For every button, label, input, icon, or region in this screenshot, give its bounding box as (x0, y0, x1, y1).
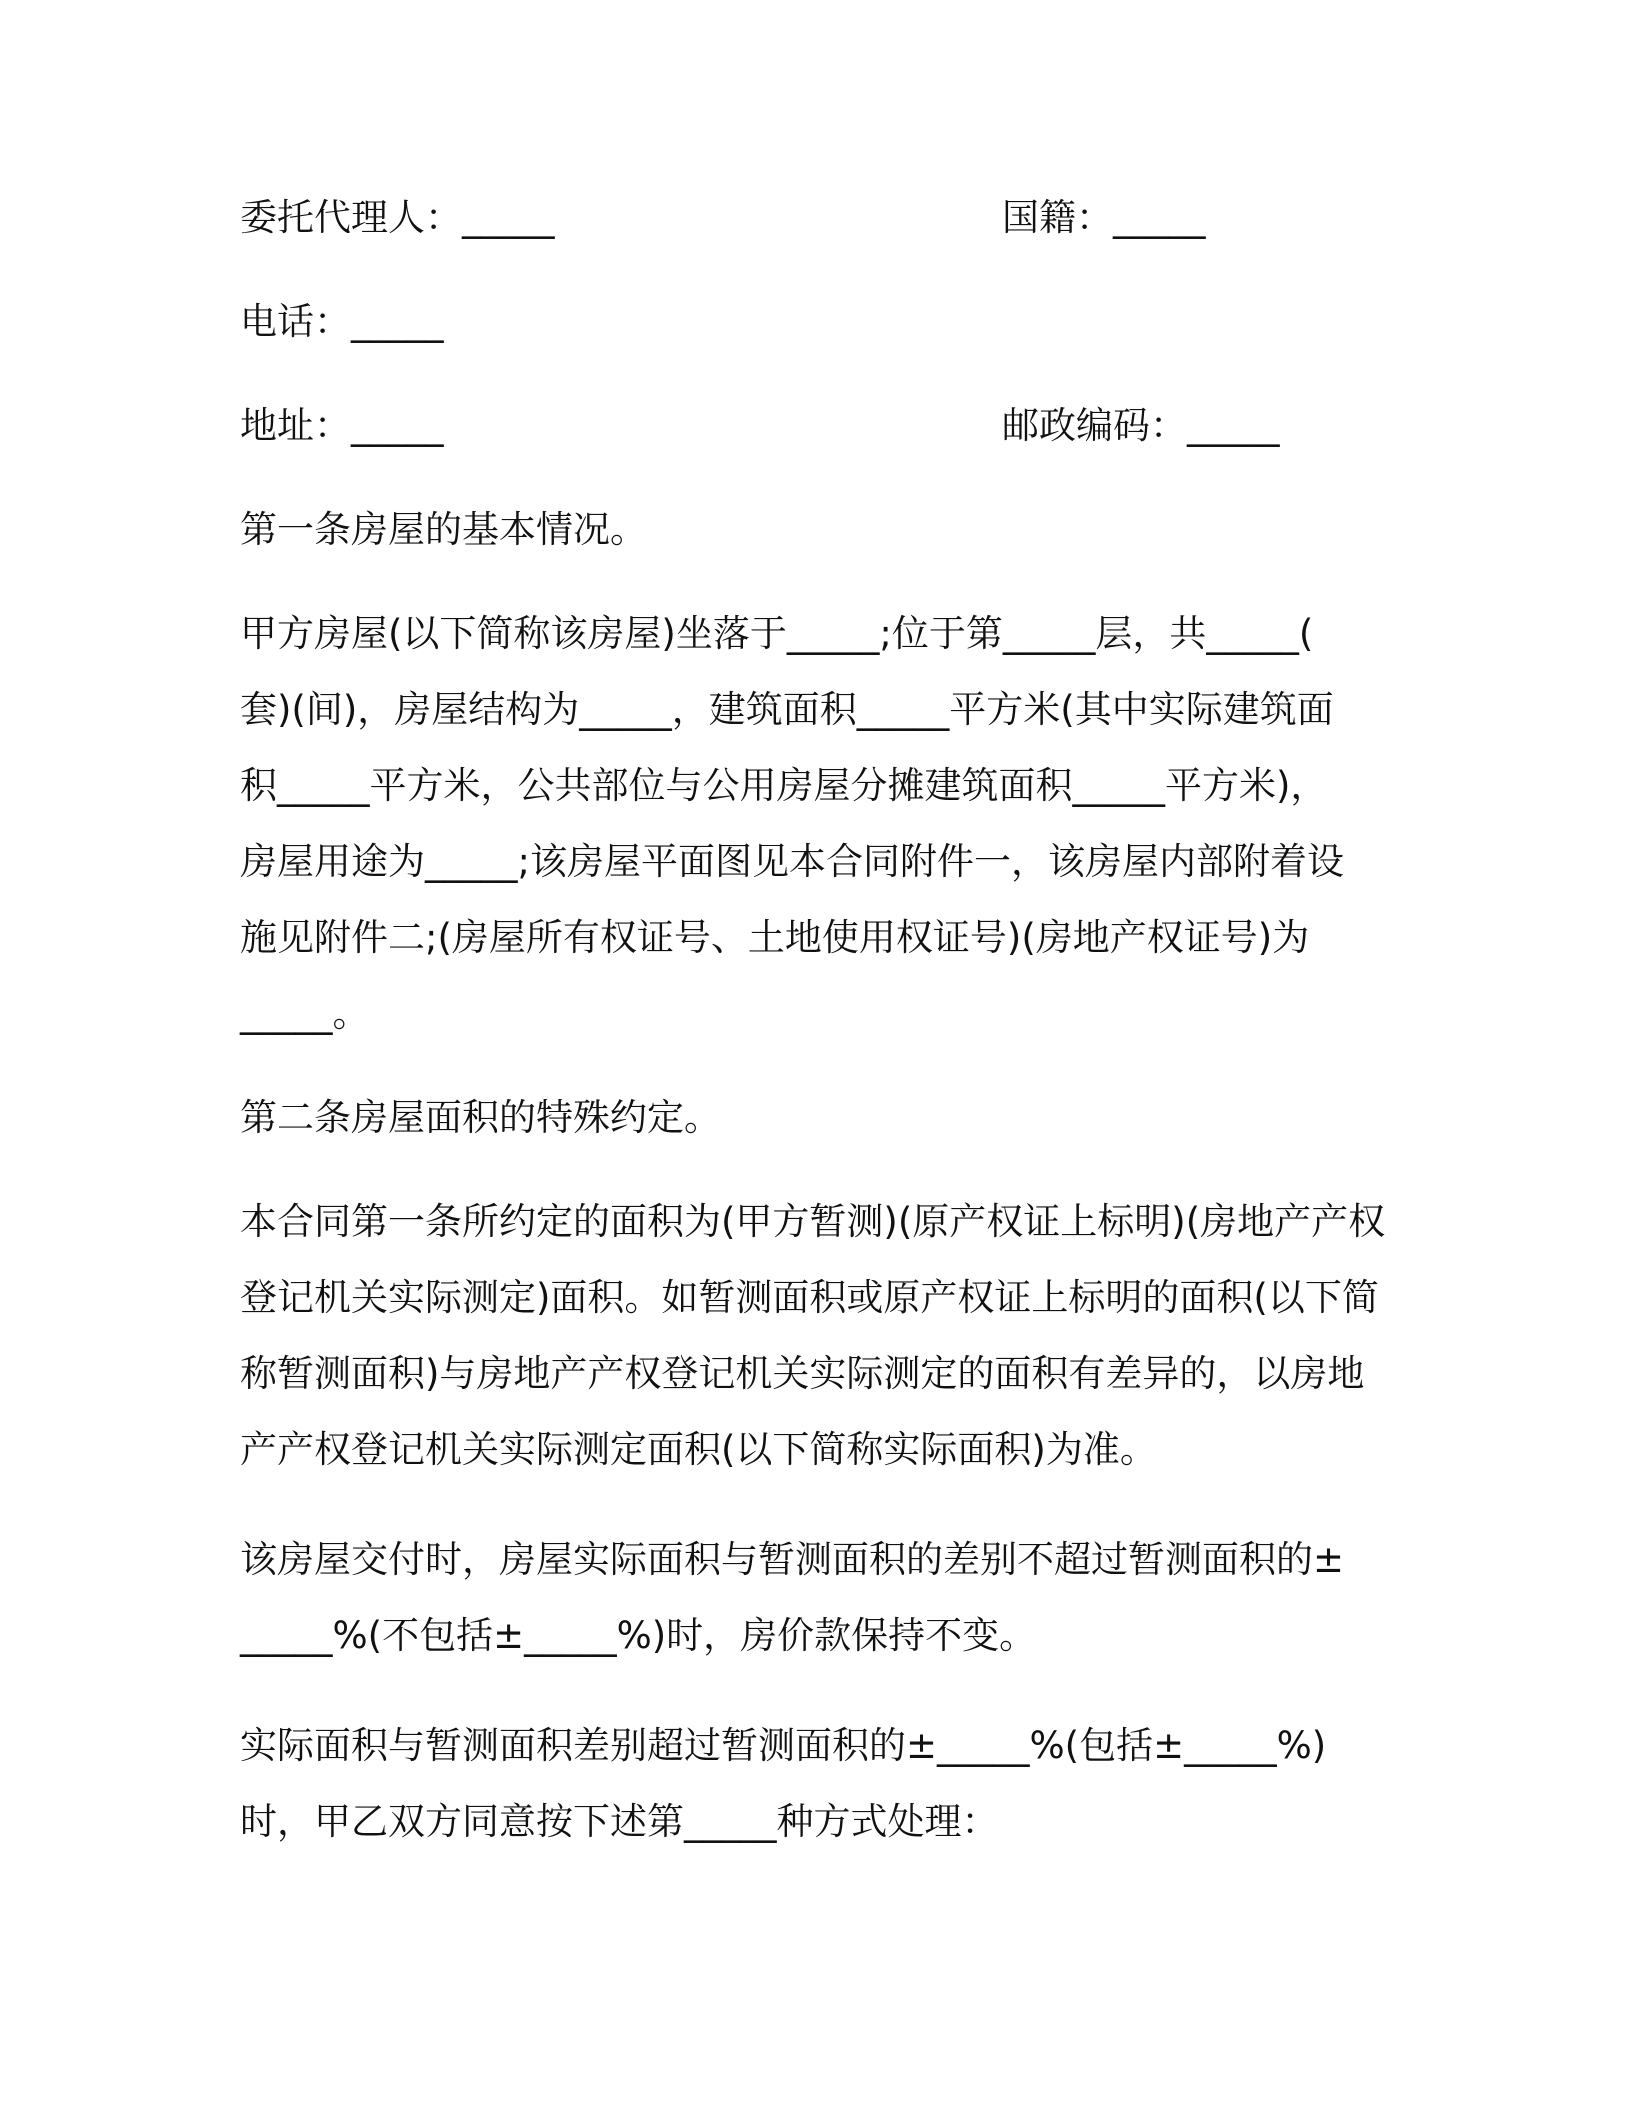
article1-line: _____。 (240, 992, 370, 1035)
article1-line: 房屋用途为_____;该房屋平面图见本合同附件一，该房屋内部附着设 (240, 840, 1344, 883)
article1-line: 积_____平方米，公共部位与公用房屋分摊建筑面积_____平方米)， (240, 764, 1328, 807)
article2-line: 时，甲乙双方同意按下述第_____种方式处理： (240, 1800, 999, 1843)
article2-line: 本合同第一条所约定的面积为(甲方暂测)(原产权证上标明)(房地产产权 (240, 1200, 1386, 1243)
article2-line: 实际面积与暂测面积差别超过暂测面积的±_____%(包括±_____%) (240, 1724, 1327, 1767)
article2-line: 产产权登记机关实际测定面积(以下简称实际面积)为准。 (240, 1428, 1157, 1471)
article1-heading: 第一条房屋的基本情况。 (240, 508, 647, 551)
phone-field: 电话：_____ (240, 300, 444, 343)
article2-line: 该房屋交付时，房屋实际面积与暂测面积的差别不超过暂测面积的± (240, 1538, 1345, 1581)
postal-code-field: 邮政编码：_____ (1002, 404, 1280, 447)
article2-line: 登记机关实际测定)面积。如暂测面积或原产权证上标明的面积(以下简 (240, 1276, 1379, 1319)
article2-paragraph-1 (240, 1184, 1400, 1488)
phone-row (240, 292, 1400, 352)
article2-paragraph-3 (240, 1708, 1400, 1860)
agent-row (240, 188, 1400, 248)
article2-line: _____%(不包括±_____%)时，房价款保持不变。 (240, 1614, 1037, 1657)
agent-field: 委托代理人：_____ (240, 196, 555, 239)
address-field: 地址：_____ (240, 404, 444, 447)
article1-paragraph (240, 596, 1400, 1052)
article1-line: 甲方房屋(以下简称该房屋)坐落于_____;位于第_____层，共_____( (240, 612, 1314, 655)
article1-line: 套)(间)，房屋结构为_____，建筑面积_____平方米(其中实际建筑面 (240, 688, 1334, 731)
article2-heading: 第二条房屋面积的特殊约定。 (240, 1096, 721, 1139)
article1-line: 施见附件二;(房屋所有权证号、土地使用权证号)(房地产权证号)为 (240, 916, 1310, 959)
article2-paragraph-2 (240, 1522, 1400, 1674)
address-row (240, 396, 1400, 456)
article2-line: 称暂测面积)与房地产产权登记机关实际测定的面积有差异的，以房地 (240, 1352, 1365, 1395)
nationality-field: 国籍：_____ (1002, 196, 1206, 239)
